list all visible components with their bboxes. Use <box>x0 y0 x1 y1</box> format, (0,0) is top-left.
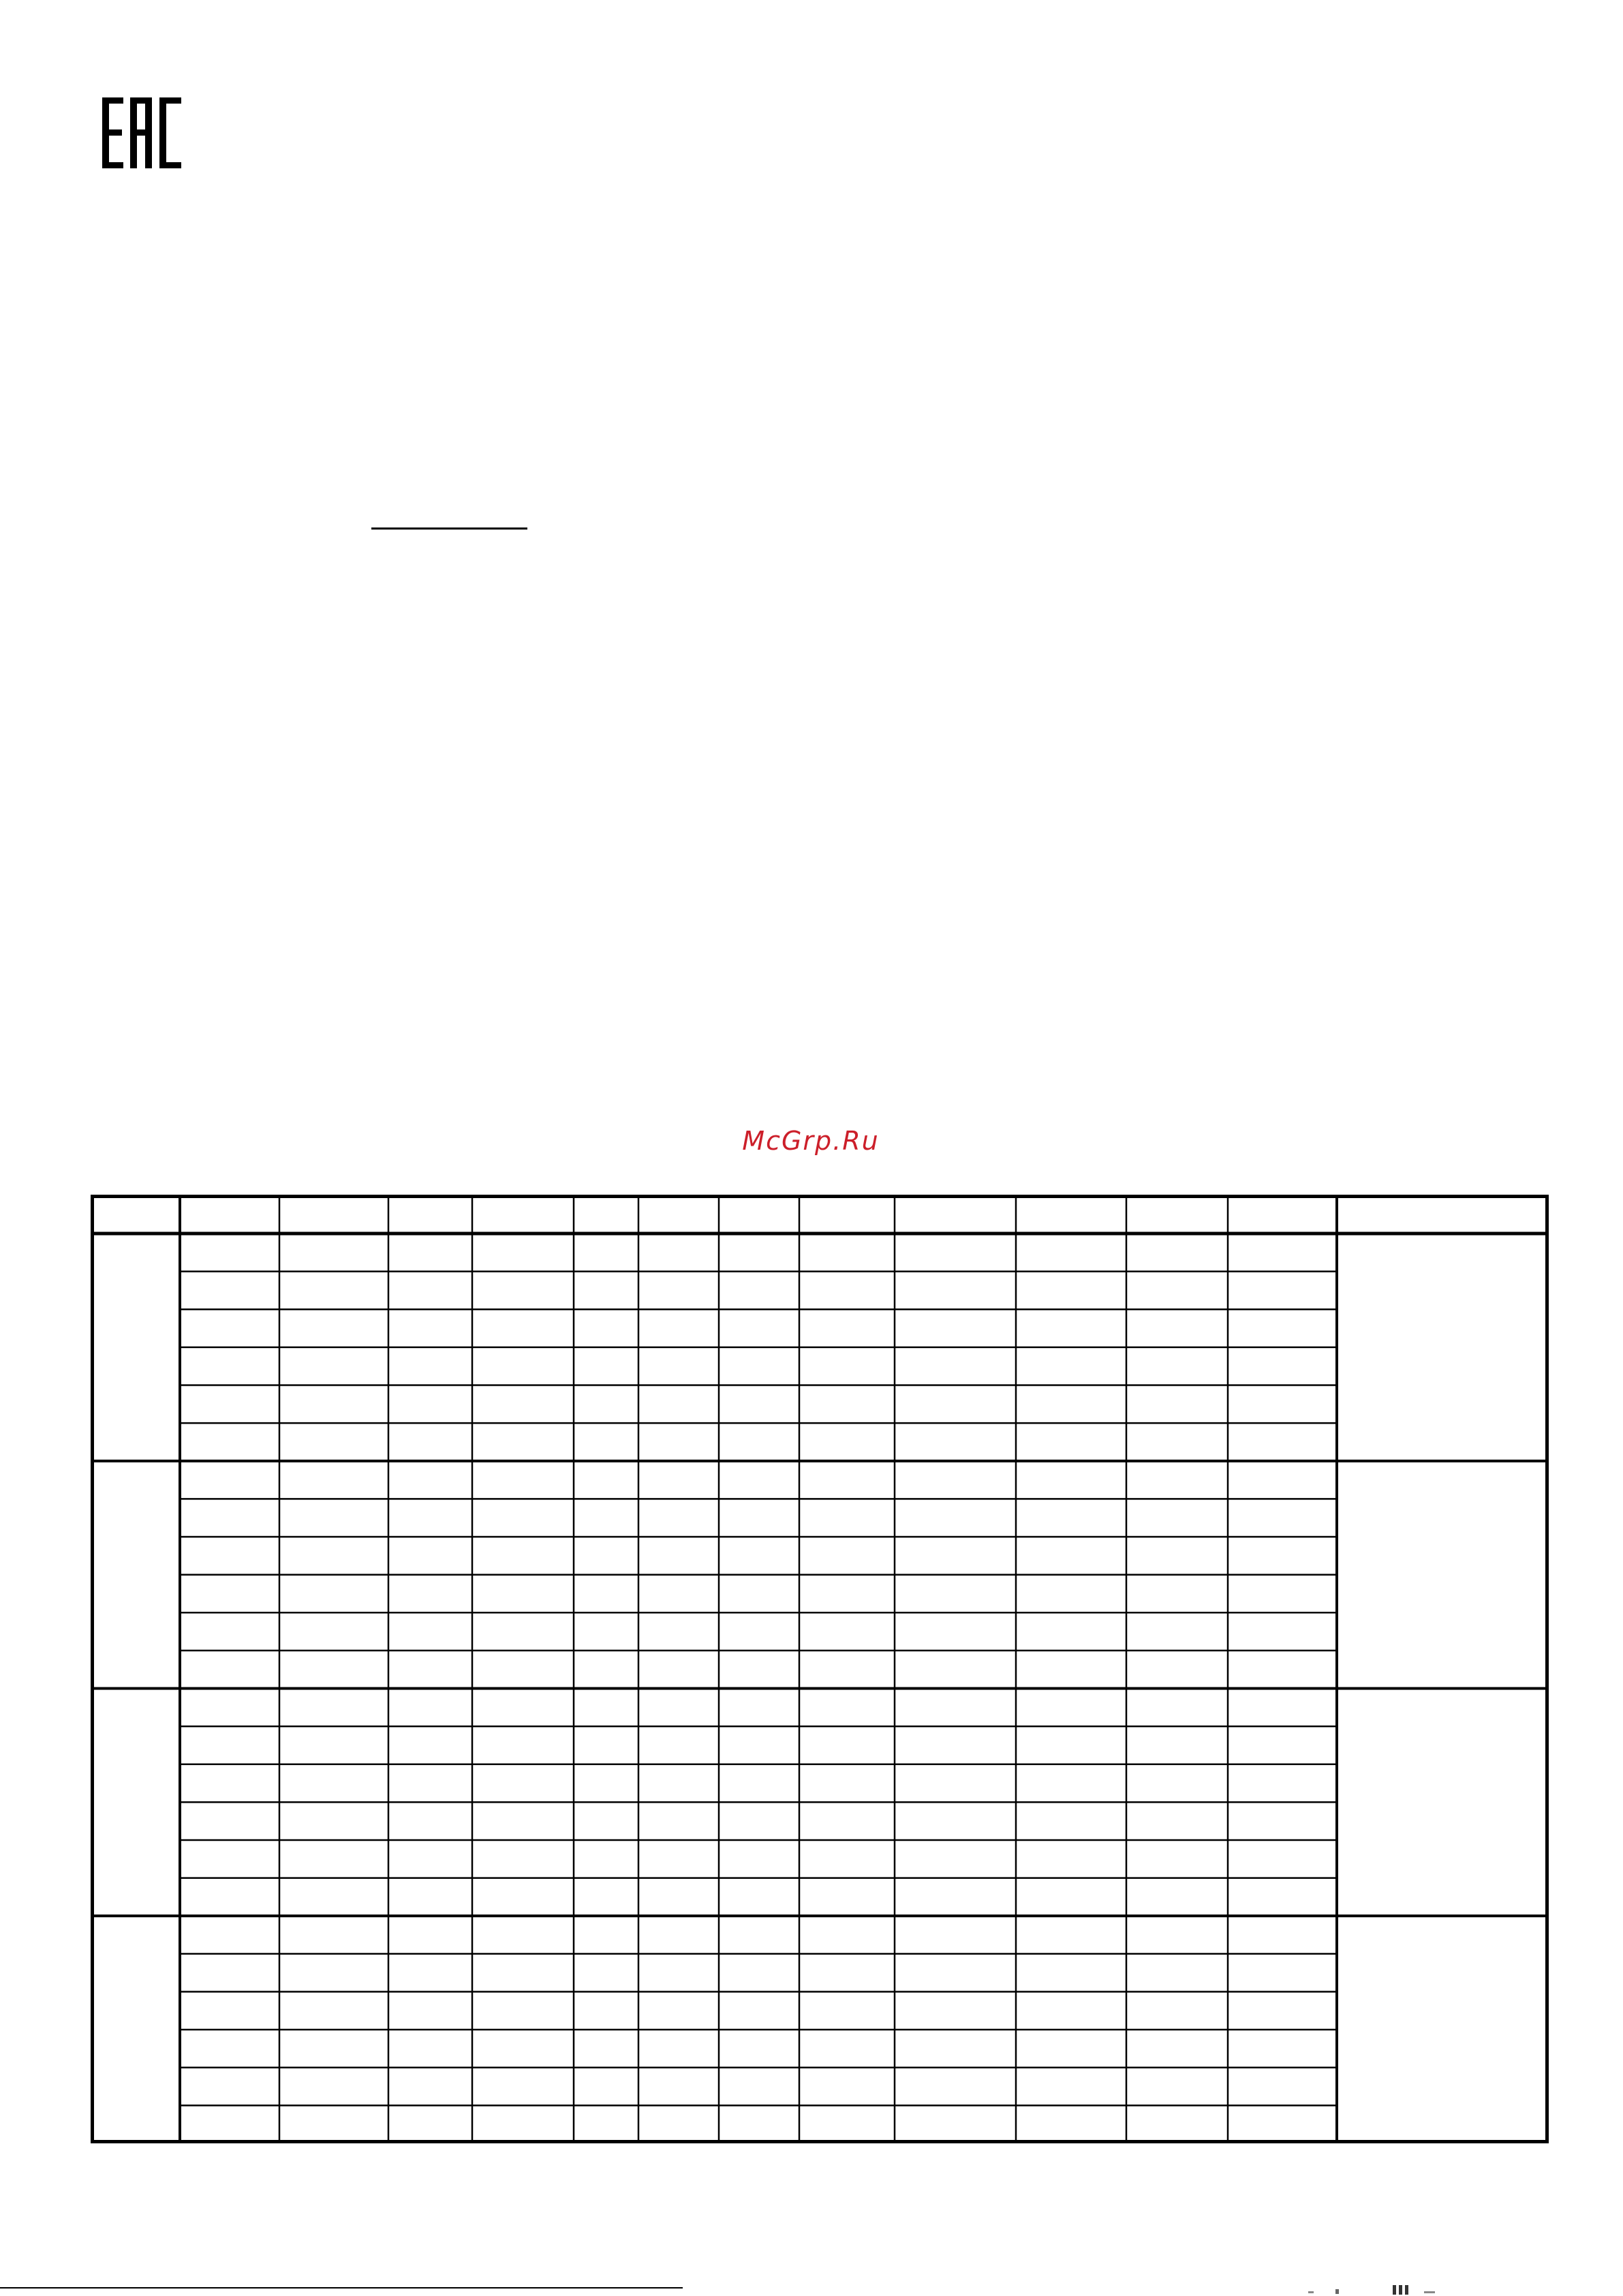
table-grid <box>91 1195 1549 2143</box>
watermark-text: McGrp.Ru <box>742 1126 880 1156</box>
footer-rule <box>0 2287 683 2289</box>
eac-certification-mark <box>102 97 181 168</box>
table-outer-border <box>93 1197 1547 2142</box>
eac-letter-e <box>102 97 123 168</box>
footer-fragment-mark <box>1308 2283 1444 2296</box>
service-record-table <box>91 1195 1549 2143</box>
eac-letter-c <box>159 97 181 168</box>
blank-fill-line <box>371 527 527 530</box>
eac-letter-a <box>130 97 152 168</box>
